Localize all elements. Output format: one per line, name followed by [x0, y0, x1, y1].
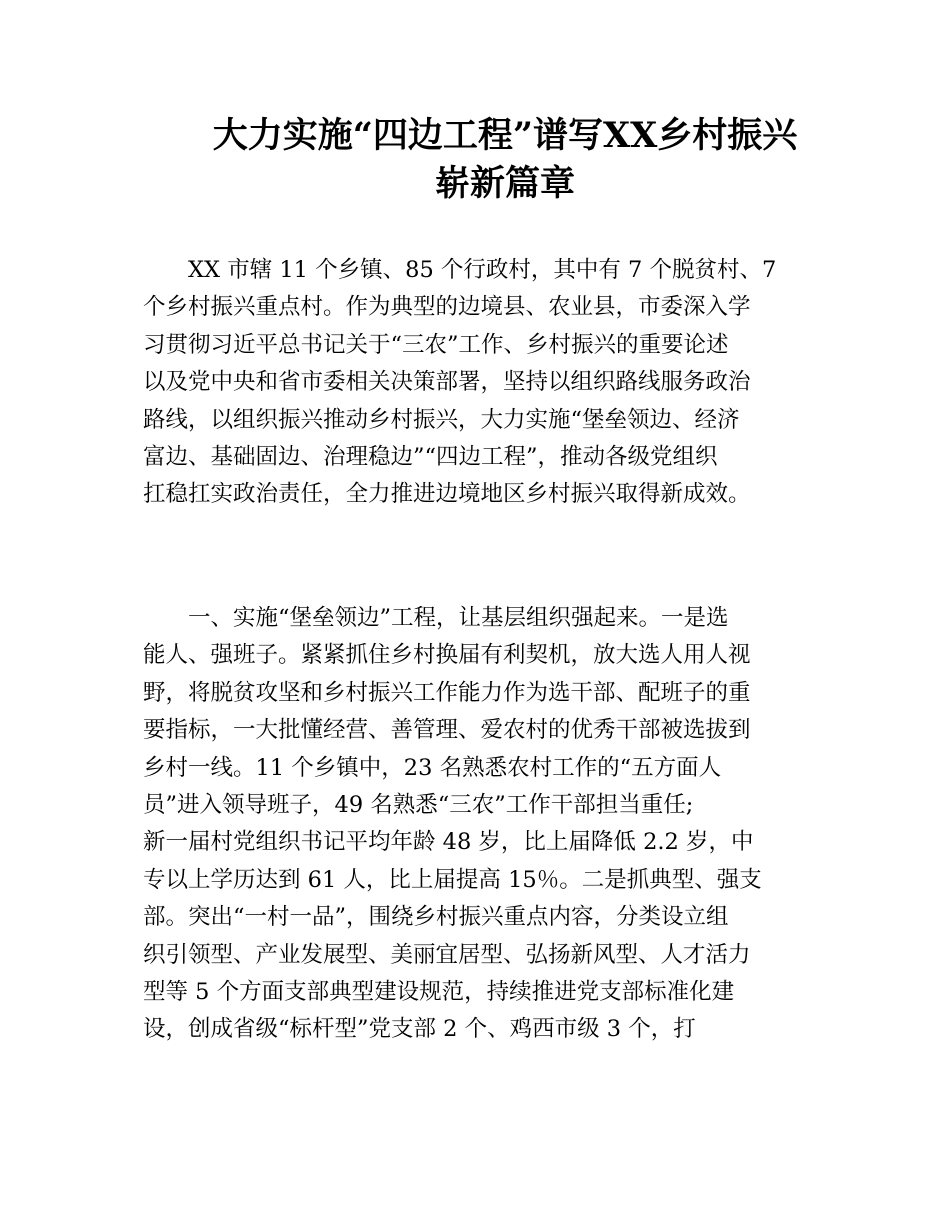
paragraph-line: XX 市辖 11 个乡镇、85 个行政村，其中有 7 个脱贫村、7	[188, 257, 777, 283]
title-line: 大力实施“四边工程”谱写XX乡村振兴	[212, 115, 798, 156]
paragraph-line: 以及党中央和省市委相关决策部署，坚持以组织路线服务政治	[143, 369, 751, 396]
paragraph-line: 习贯彻习近平总书记关于“三农”工作、乡村振兴的重要论述	[143, 331, 729, 358]
document-title	[150, 112, 860, 208]
paragraph-line: 设，创成省级“标杆型”党支部 2 个、鸡西市级 3 个，打	[143, 1016, 696, 1043]
paragraph-line: 路线，以组织振兴推动乡村振兴，大力实施“堡垒领边、经济	[143, 406, 740, 433]
paragraph-line: 能人、强班子。紧紧抓住乡村换届有利契机，放大选人用人视	[143, 642, 751, 669]
title-line: 崭新篇章	[434, 163, 575, 204]
paragraph-line: 野，将脱贫攻坚和乡村振兴工作能力作为选干部、配班子的重	[143, 679, 751, 706]
paragraph-line: 一、实施“堡垒领边”工程，让基层组织强起来。一是选	[188, 605, 729, 631]
paragraph-line: 织引领型、产业发展型、美丽宜居型、弘扬新风型、人才活力	[143, 941, 751, 968]
paragraph-line: 扛稳扛实政治责任，全力推进边境地区乡村振兴取得新成效。	[143, 481, 751, 508]
paragraph-line: 部。突出“一村一品”，围绕乡村振兴重点内容，分类设立组	[143, 904, 729, 931]
paragraph-line: 员”进入领导班子，49 名熟悉“三农”工作干部担当重任;	[143, 791, 694, 818]
paragraph-line: 个乡村振兴重点村。作为典型的边境县、农业县，市委深入学	[143, 294, 751, 321]
paragraph-intro	[143, 252, 813, 514]
paragraph-line: 新一届村党组织书记平均年龄 48 岁，比上届降低 2.2 岁，中	[143, 829, 754, 856]
paragraph-line: 型等 5 个方面支部典型建设规范，持续推进党支部标准化建	[143, 978, 735, 1005]
paragraph-line: 乡村一线。11 个乡镇中，23 名熟悉农村工作的“五方面人	[143, 754, 722, 781]
paragraph-line: 专以上学历达到 61 人，比上届提高 15％。二是抓典型、强支	[143, 866, 762, 893]
paragraph-section-one	[143, 600, 813, 1049]
paragraph-line: 富边、基础固边、治理稳边”“四边工程”，推动各级党组织	[143, 443, 718, 470]
paragraph-line: 要指标，一大批懂经营、善管理、爱农村的优秀干部被选拔到	[143, 717, 751, 744]
